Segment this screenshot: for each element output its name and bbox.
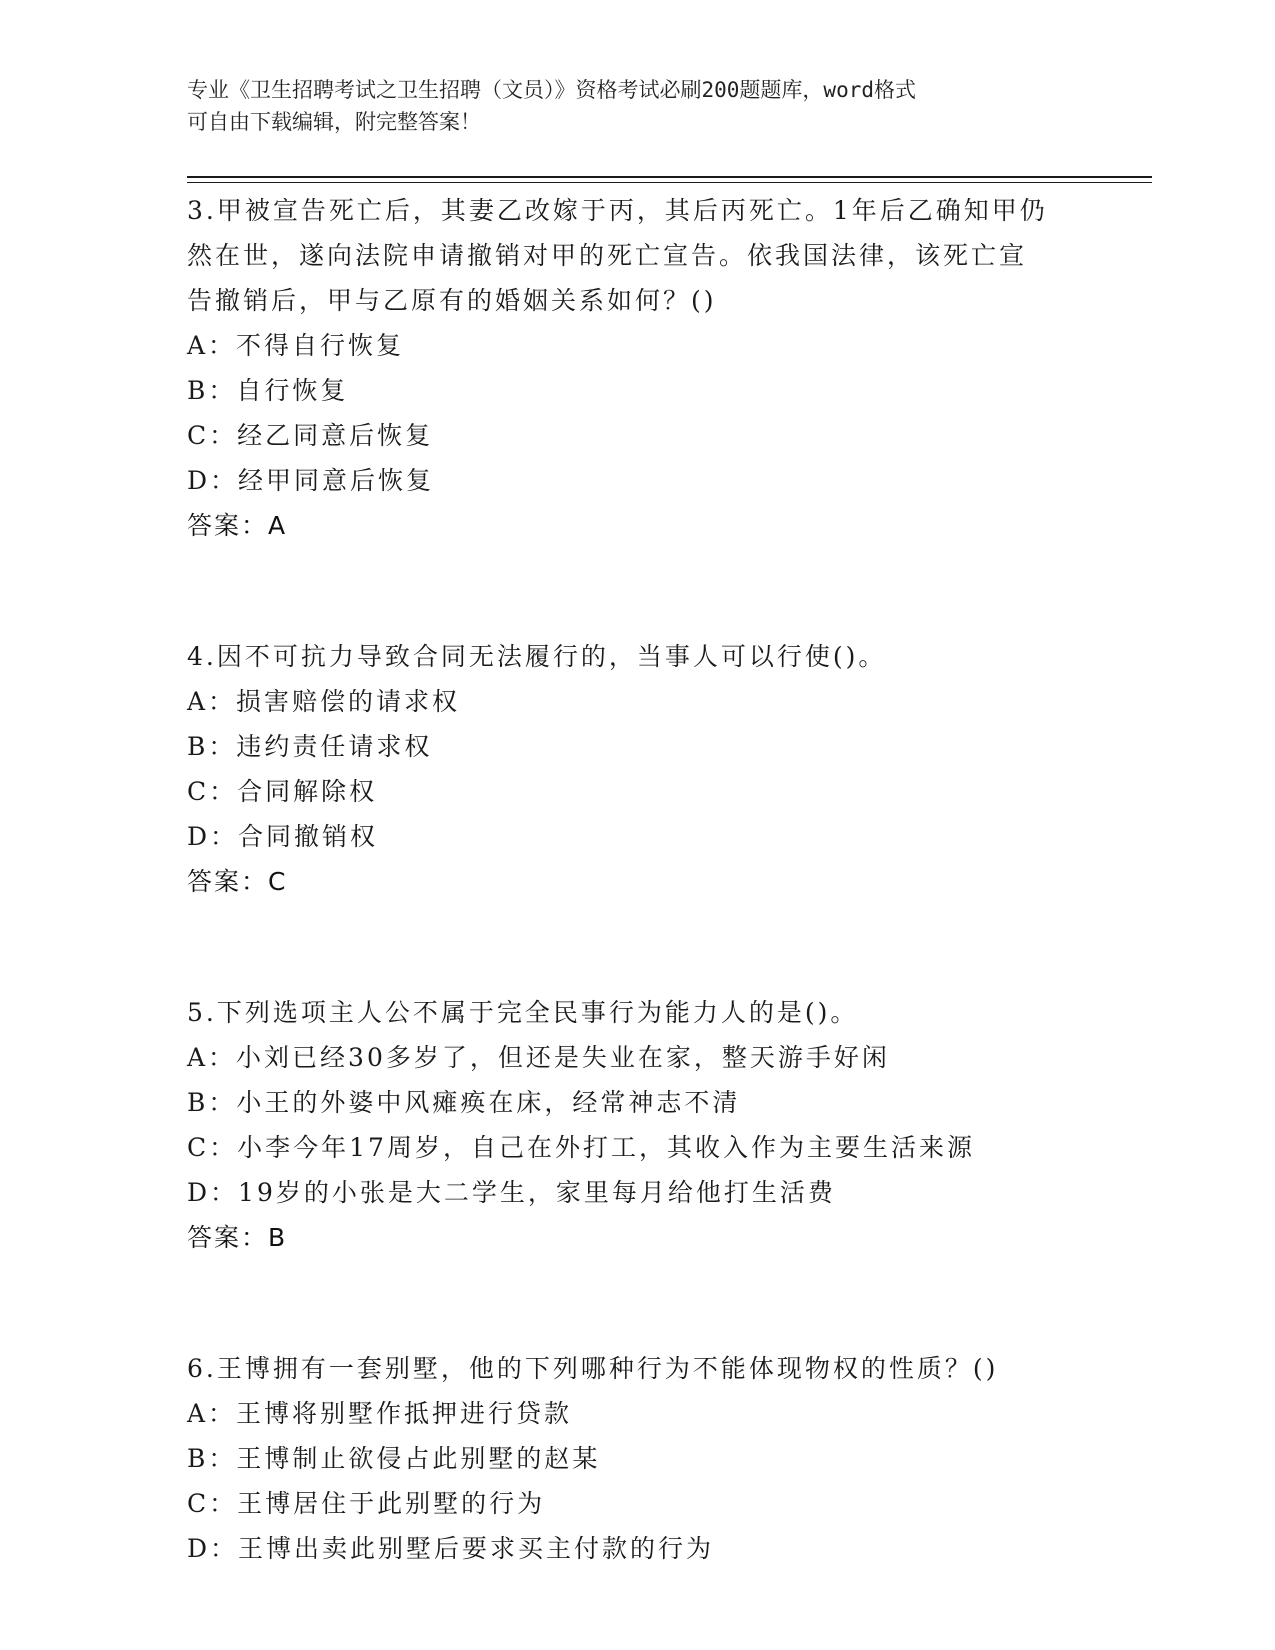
question-list bbox=[187, 188, 1107, 1571]
option-a: A：损害赔偿的请求权 bbox=[187, 687, 461, 716]
option-d: D：19岁的小张是大二学生，家里每月给他打生活费 bbox=[187, 1178, 836, 1207]
document-header bbox=[187, 74, 1067, 138]
option-d: D：王博出卖此别墅后要求买主付款的行为 bbox=[187, 1534, 715, 1563]
question-stem-line: 4.因不可抗力导致合同无法履行的，当事人可以行使()。 bbox=[187, 642, 887, 671]
answer-line: 答案：B bbox=[187, 1223, 288, 1252]
option-b: B：自行恢复 bbox=[187, 376, 349, 405]
question-stem-line: 告撤销后，甲与乙原有的婚姻关系如何？() bbox=[187, 286, 717, 315]
option-a: A：不得自行恢复 bbox=[187, 331, 405, 360]
header-divider-thin bbox=[187, 182, 1152, 183]
question-stem-line: 6.王博拥有一套别墅，他的下列哪种行为不能体现物权的性质？() bbox=[187, 1354, 999, 1383]
option-d: D：合同撤销权 bbox=[187, 822, 379, 851]
question-3 bbox=[187, 188, 1107, 548]
option-b: B：小王的外婆中风瘫痪在床，经常神志不清 bbox=[187, 1088, 741, 1117]
option-c: C：王博居住于此别墅的行为 bbox=[187, 1489, 546, 1518]
option-c: C：合同解除权 bbox=[187, 777, 378, 806]
option-c: C：小李今年17周岁，自己在外打工，其收入作为主要生活来源 bbox=[187, 1133, 975, 1162]
answer-line: 答案：C bbox=[187, 867, 288, 896]
spacer bbox=[187, 1260, 1107, 1346]
option-b: B：违约责任请求权 bbox=[187, 732, 433, 761]
answer-line: 答案：A bbox=[187, 511, 288, 540]
option-d: D：经甲同意后恢复 bbox=[187, 466, 435, 495]
option-b: B：王博制止欲侵占此别墅的赵某 bbox=[187, 1444, 601, 1473]
question-5 bbox=[187, 990, 1107, 1260]
question-stem-line: 3.甲被宣告死亡后，其妻乙改嫁于丙，其后丙死亡。1年后乙确知甲仍 bbox=[187, 196, 1048, 225]
option-a: A：小刘已经30多岁了，但还是失业在家，整天游手好闲 bbox=[187, 1043, 890, 1072]
header-title-line-1: 专业《卫生招聘考试之卫生招聘（文员）》资格考试必刷200题题库，word格式 bbox=[187, 78, 916, 102]
question-stem-line: 5.下列选项主人公不属于完全民事行为能力人的是()。 bbox=[187, 998, 859, 1027]
option-a: A：王博将别墅作抵押进行贷款 bbox=[187, 1399, 573, 1428]
question-6 bbox=[187, 1346, 1107, 1571]
question-4 bbox=[187, 634, 1107, 904]
header-title-line-2: 可自由下载编辑，附完整答案！ bbox=[187, 110, 481, 134]
spacer bbox=[187, 904, 1107, 990]
question-stem-line: 然在世，遂向法院申请撤销对甲的死亡宣告。依我国法律，该死亡宣 bbox=[187, 241, 1028, 270]
option-c: C：经乙同意后恢复 bbox=[187, 421, 434, 450]
spacer bbox=[187, 548, 1107, 634]
header-divider-thick bbox=[187, 176, 1152, 178]
